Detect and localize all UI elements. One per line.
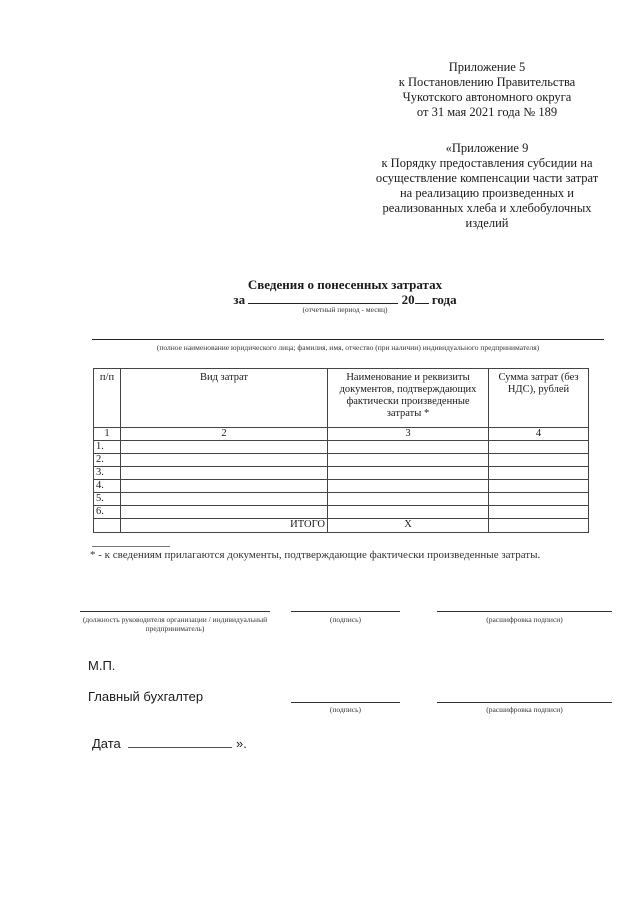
chief-signature-hint: (подпись): [329, 705, 362, 714]
period-suffix: года: [431, 292, 457, 307]
appendix-9-line-6: изделий: [465, 216, 509, 230]
documents-cell[interactable]: [328, 506, 489, 519]
documents-cell[interactable]: [328, 480, 489, 493]
table-row: [94, 467, 589, 480]
documents-cell[interactable]: [328, 493, 489, 506]
chief-accountant-label: Главный бухгалтер: [88, 689, 204, 704]
footnote-separator: [92, 546, 170, 547]
column-number-1: 1: [94, 428, 121, 441]
cost-type-cell[interactable]: [121, 454, 328, 467]
stamp-place-label: М.П.: [88, 658, 116, 673]
row-number: 5.: [94, 493, 121, 506]
position-signature-line[interactable]: [80, 611, 270, 612]
date-label: Дата: [92, 736, 121, 751]
header-documents: Наименование и реквизиты документов, подтверждающих фактически произведенные затраты *: [328, 369, 489, 428]
appendix-5-line-3: Чукотского автономного округа: [402, 90, 572, 104]
date-closing: ».: [236, 736, 247, 751]
appendix-9-line-5: реализованных хлеба и хлебобулочных: [382, 201, 592, 215]
appendix-9-line-4: на реализацию произведенных и: [399, 186, 574, 200]
total-label: ИТОГО: [121, 519, 328, 533]
period-prefix: за: [233, 292, 246, 307]
row-number: 4.: [94, 480, 121, 493]
head-decoding-line[interactable]: [437, 611, 612, 612]
amount-cell[interactable]: [489, 467, 589, 480]
amount-cell[interactable]: [489, 454, 589, 467]
row-number: 1.: [94, 441, 121, 454]
date-line: [92, 736, 247, 751]
amount-cell[interactable]: [489, 441, 589, 454]
row-number: 2.: [94, 454, 121, 467]
costs-table: [93, 368, 589, 533]
table-header-row: [94, 369, 589, 428]
organization-name-blank[interactable]: [92, 339, 604, 340]
documents-cell[interactable]: [328, 454, 489, 467]
appendix-9-line-1: «Приложение 9: [445, 141, 529, 155]
amount-cell[interactable]: [489, 480, 589, 493]
appendix-9-block: [366, 141, 608, 231]
total-row: [94, 519, 589, 533]
column-number-row: [94, 428, 589, 441]
appendix-9-line-3: осуществление компенсации части затрат: [375, 171, 599, 185]
appendix-9-line-2: к Порядку предоставления субсидии на: [381, 156, 593, 170]
period-year-prefix: 20: [401, 292, 415, 307]
column-number-4: 4: [489, 428, 589, 441]
document-title: Сведения о понесенных затратах: [247, 277, 443, 292]
table-row: [94, 493, 589, 506]
column-number-3: 3: [328, 428, 489, 441]
chief-signature-line[interactable]: [291, 702, 400, 703]
cost-type-cell[interactable]: [121, 493, 328, 506]
period-year-blank[interactable]: [415, 292, 429, 304]
date-blank[interactable]: [128, 736, 232, 748]
table-row: [94, 441, 589, 454]
header-amount: Сумма затрат (без НДС), рублей: [489, 369, 589, 428]
period-month-blank[interactable]: [248, 292, 398, 304]
appendix-5-line-1: Приложение 5: [448, 60, 526, 74]
cost-type-cell[interactable]: [121, 506, 328, 519]
appendix-5-block: [372, 60, 602, 120]
table-row: [94, 480, 589, 493]
appendix-5-line-4: от 31 мая 2021 года № 189: [416, 105, 558, 119]
total-amount-cell[interactable]: [489, 519, 589, 533]
position-hint: (должность руководителя организации / индивидуальный предприниматель): [82, 615, 268, 633]
chief-decoding-line[interactable]: [437, 702, 612, 703]
amount-cell[interactable]: [489, 506, 589, 519]
table-row: [94, 506, 589, 519]
head-signature-hint: (подпись): [329, 615, 362, 624]
period-hint: (отчетный период - месяц): [302, 305, 388, 314]
documents-cell[interactable]: [328, 467, 489, 480]
organization-hint: (полное наименование юридического лица; фамилия, имя, отчество (при наличии) индивидуального предпринимателя): [156, 343, 540, 352]
appendix-5-line-2: к Постановлению Правительства: [398, 75, 576, 89]
head-signature-line[interactable]: [291, 611, 400, 612]
cost-type-cell[interactable]: [121, 480, 328, 493]
table-row: [94, 454, 589, 467]
documents-cell[interactable]: [328, 441, 489, 454]
chief-decoding-hint: (расшифровка подписи): [486, 705, 563, 714]
head-decoding-hint: (расшифровка подписи): [486, 615, 563, 624]
column-number-2: 2: [121, 428, 328, 441]
total-documents-mark: Х: [328, 519, 489, 533]
cost-type-cell[interactable]: [121, 441, 328, 454]
row-number: 3.: [94, 467, 121, 480]
cost-type-cell[interactable]: [121, 467, 328, 480]
amount-cell[interactable]: [489, 493, 589, 506]
header-number: п/п: [94, 369, 121, 428]
header-cost-type: Вид затрат: [121, 369, 328, 428]
footnote: * - к сведениям прилагаются документы, подтверждающие фактически произведенные затраты.: [90, 549, 541, 561]
total-number-cell: [94, 519, 121, 533]
row-number: 6.: [94, 506, 121, 519]
